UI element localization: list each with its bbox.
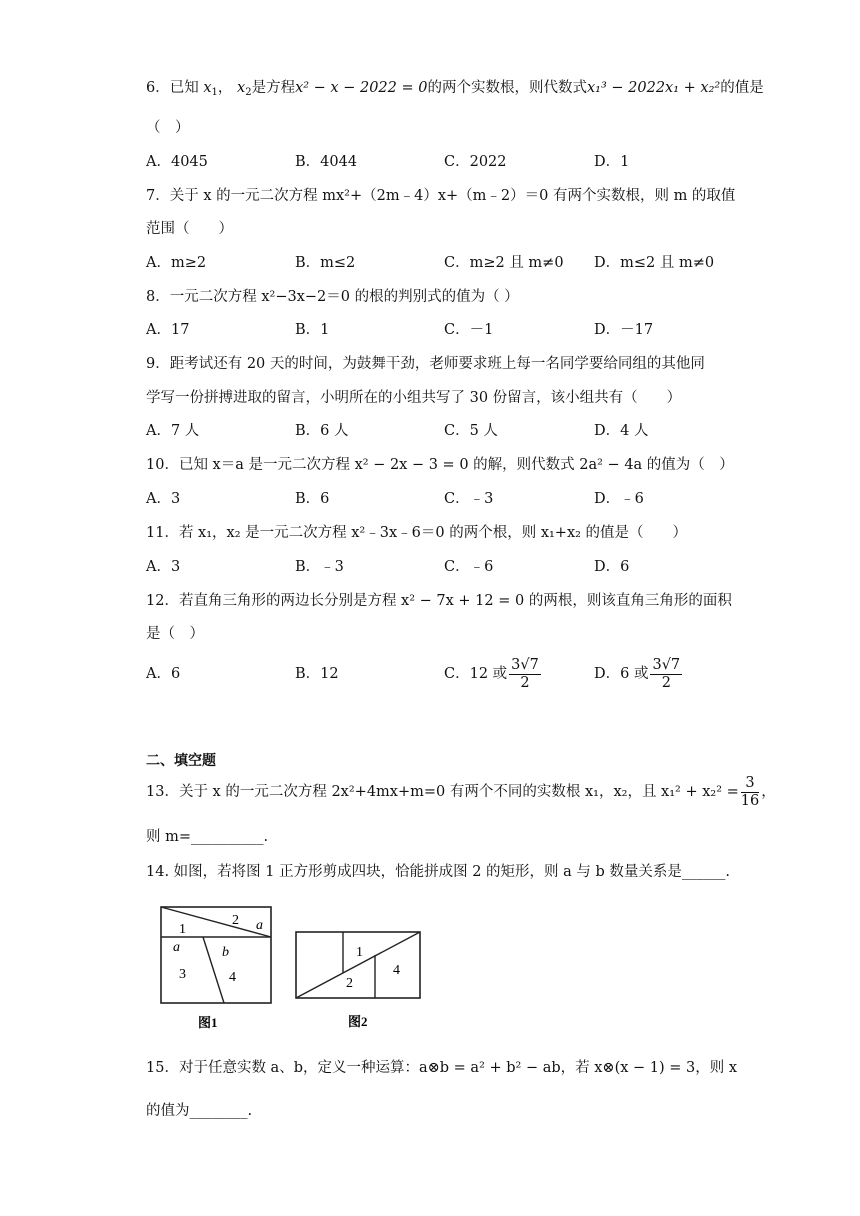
q7-option-b[interactable]: B．m≤2 [295,255,356,271]
q6-expression: x₁³ − 2022x₁ + x₂² [586,80,721,96]
fig2-diagonal [296,932,420,998]
fig1-label-a-left: a [173,940,180,955]
q7-option-a[interactable]: A．m≥2 [146,255,207,271]
q12-stem: 12．若直角三角形的两边长分别是方程 x² − 7x + 12 = 0 的两根，则该直角三角形的面积 [146,593,732,609]
q7-option-d[interactable]: D．m≤2 且 m≠0 [594,255,715,271]
q6-text: 是方程 [251,80,296,96]
q11-option-b[interactable]: B．﹣3 [295,559,344,575]
q10-option-b[interactable]: B．6 [295,491,330,507]
q10-stem: 10．已知 x＝a 是一元二次方程 x² − 2x − 3 = 0 的解，则代数式 2a² − 4a 的值为（ ） [146,457,734,473]
q9-option-b[interactable]: B．6 人 [295,423,349,439]
q14-figure-1 [155,903,275,1033]
q8-stem: 8．一元二次方程 x²−3x−2＝0 的根的判别式的值为（ ） [146,289,519,305]
q12-option-b[interactable]: B．12 [295,666,339,682]
q10-option-c[interactable]: C．﹣3 [444,491,494,507]
q11-option-a[interactable]: A．3 [146,559,181,575]
q9-option-a[interactable]: A．7 人 [146,423,200,439]
q7-option-c[interactable]: C．m≥2 且 m≠0 [444,255,564,271]
fig1-label-b: b [222,945,229,960]
fig1-label-3: 3 [179,967,186,982]
q10-option-d[interactable]: D．﹣6 [594,491,644,507]
q6-option-b[interactable]: B．4044 [295,154,358,170]
q11-option-c[interactable]: C．﹣6 [444,559,494,575]
fig1-label-2: 2 [232,913,239,928]
q11-option-d[interactable]: D．6 [594,559,630,575]
q15-stem: 15．对于任意实数 a、b，定义一种运算：a⊗b = a² + b² − ab，若 x⊗(x − 1) = 3，则 x [146,1060,738,1076]
q6-equation: x² − x − 2022 = 0 [295,80,428,96]
q12-d-frac-den: 2 [661,674,671,691]
q12-c-frac-num: 3√7 [511,656,539,673]
q13-fraction [741,775,759,810]
q9-option-d[interactable]: D．4 人 [594,423,649,439]
q8-option-a[interactable]: A．17 [146,322,190,338]
q12-option-d-fraction [650,657,682,692]
section-heading-fill-in: 二、填空题 [146,753,216,769]
q12-c-frac-den: 2 [520,674,530,691]
q13-text: 13．关于 x 的一元二次方程 2x²+4mx+m=0 有两个不同的实数根 x₁，x₂，且 x₁² + x₂² = [146,784,739,800]
q6-number: 6．已知 [146,80,199,96]
q9-option-c[interactable]: C．5 人 [444,423,498,439]
q6-option-a[interactable]: A．4045 [146,154,208,170]
q6-stem: 6．已知 $x_1$， $x_2$是方程x² − x − 2022 = 0的两个实数根，则代数式x₁³ − 2022x₁ + x₂²的值是 [146,80,764,98]
q9-stem: 9．距考试还有 20 天的时间，为鼓舞干劲，老师要求班上每一名同学要给同组的其他同 [146,356,705,372]
q14-figure-2 [290,926,425,1033]
q12-option-d-text: D．6 或 [594,666,649,682]
q6-paren: （ ） [146,120,190,136]
fig2-label-4: 4 [393,963,400,978]
fig2-label-2: 2 [346,976,353,991]
q6-text-2: 的两个实数根，则代数式 [427,80,587,96]
fig2-label-1: 1 [356,945,363,960]
q13-stem [146,770,776,814]
q6-root-x2: x [237,80,246,96]
q7-stem: 7．关于 x 的一元二次方程 mx²+（2m﹣4）x+（m﹣2）＝0 有两个实数根，则 m 的取值 [146,188,736,204]
q7-stem-line2: 范围（ ） [146,221,233,237]
q15-stem-line2: 的值为________. [146,1103,253,1119]
q12-option-c[interactable] [444,652,543,696]
q13-frac-num: 3 [741,775,759,793]
q13-frac-den: 16 [740,792,760,809]
q8-option-d[interactable]: D．－17 [594,322,654,338]
q8-option-c[interactable]: C．－1 [444,322,494,338]
q6-root-x1: x [203,80,212,96]
q9-stem-line2: 学写一份拼搏进取的留言，小明所在的小组共写了 30 份留言，该小组共有（ ） [146,390,682,406]
q6-text-3: 的值是 [720,80,764,96]
fig1-slant [203,937,224,1003]
q6-option-c[interactable]: C．2022 [444,154,507,170]
q12-option-c-text: C．12 或 [444,666,508,682]
q14-stem: 14. 如图，若将图 1 正方形剪成四块，恰能拼成图 2 的矩形，则 a 与 b 数量关系是______. [146,864,731,880]
q8-option-b[interactable]: B．1 [295,322,330,338]
fig1-label-a-right: a [256,918,263,933]
fig1-diagonal [161,907,271,937]
q11-stem: 11．若 x₁，x₂ 是一元二次方程 x²﹣3x﹣6＝0 的两个根，则 x₁+x₂ 的值是（ ） [146,525,688,541]
q12-option-a[interactable]: A．6 [146,666,181,682]
q12-option-d[interactable] [594,652,684,696]
fig1-caption: 图1 [198,1015,218,1030]
fig1-label-4: 4 [229,970,236,985]
q10-option-a[interactable]: A．3 [146,491,181,507]
q6-sep: ， [217,80,233,96]
q12-d-frac-num: 3√7 [652,656,681,673]
fig1-label-1: 1 [179,922,186,937]
fig2-caption: 图2 [348,1014,368,1029]
q6-option-d[interactable]: D．1 [594,154,630,170]
q13-text-end: ， [761,784,776,800]
q13-stem-line2: 则 m=__________. [146,829,269,845]
q12-stem-line2: 是（ ） [146,626,204,642]
q12-option-c-fraction [509,657,541,692]
